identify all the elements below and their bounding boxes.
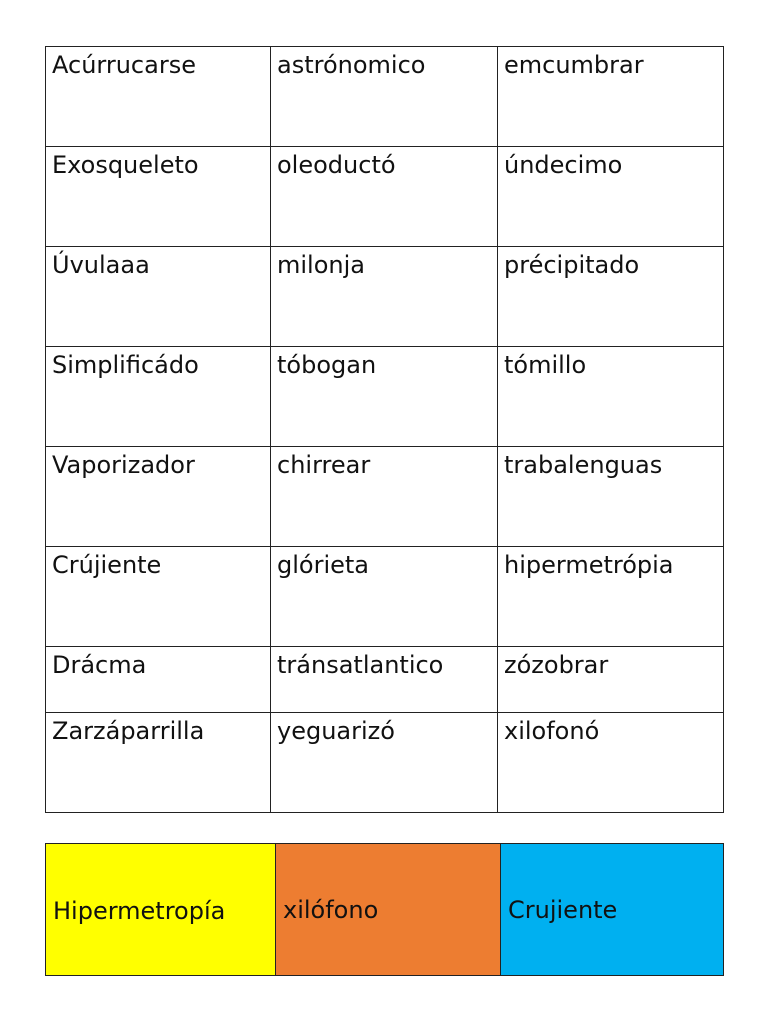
- table-cell: Exosqueleto: [46, 147, 271, 247]
- table-cell: Vaporizador: [46, 447, 271, 547]
- table-cell: Úvulaaa: [46, 247, 271, 347]
- table-cell: emcumbrar: [498, 47, 724, 147]
- table-row: [46, 713, 724, 813]
- answer-table: [45, 843, 724, 976]
- table-row: [46, 647, 724, 713]
- word-table: [45, 46, 724, 813]
- table-cell: milonja: [271, 247, 498, 347]
- table-cell: zózobrar: [498, 647, 724, 713]
- table-cell: oleoductó: [271, 147, 498, 247]
- table-cell: Simplificádo: [46, 347, 271, 447]
- table-cell: Acúrrucarse: [46, 47, 271, 147]
- table-cell: Drácma: [46, 647, 271, 713]
- table-cell: glórieta: [271, 547, 498, 647]
- table-cell: précipitado: [498, 247, 724, 347]
- answer-cell-yellow: Hipermetropía: [46, 844, 276, 976]
- table-cell: xilofonó: [498, 713, 724, 813]
- table-cell: chirrear: [271, 447, 498, 547]
- table-cell: Zarzáparrilla: [46, 713, 271, 813]
- table-cell: Crújiente: [46, 547, 271, 647]
- answer-row: [46, 844, 724, 976]
- answer-cell-blue: Crujiente: [501, 844, 724, 976]
- table-row: [46, 547, 724, 647]
- table-cell: tóbogan: [271, 347, 498, 447]
- table-cell: úndecimo: [498, 147, 724, 247]
- table-row: [46, 147, 724, 247]
- table-cell: hipermetrópia: [498, 547, 724, 647]
- table-cell: yeguarizó: [271, 713, 498, 813]
- table-row: [46, 447, 724, 547]
- table-cell: astrónomico: [271, 47, 498, 147]
- table-cell: tómillo: [498, 347, 724, 447]
- table-row: [46, 347, 724, 447]
- answer-cell-orange: xilófono: [276, 844, 501, 976]
- table-cell: trabalenguas: [498, 447, 724, 547]
- word-table-body: [46, 47, 724, 813]
- answer-table-body: [46, 844, 724, 976]
- table-cell: tránsatlantico: [271, 647, 498, 713]
- table-row: [46, 47, 724, 147]
- table-row: [46, 247, 724, 347]
